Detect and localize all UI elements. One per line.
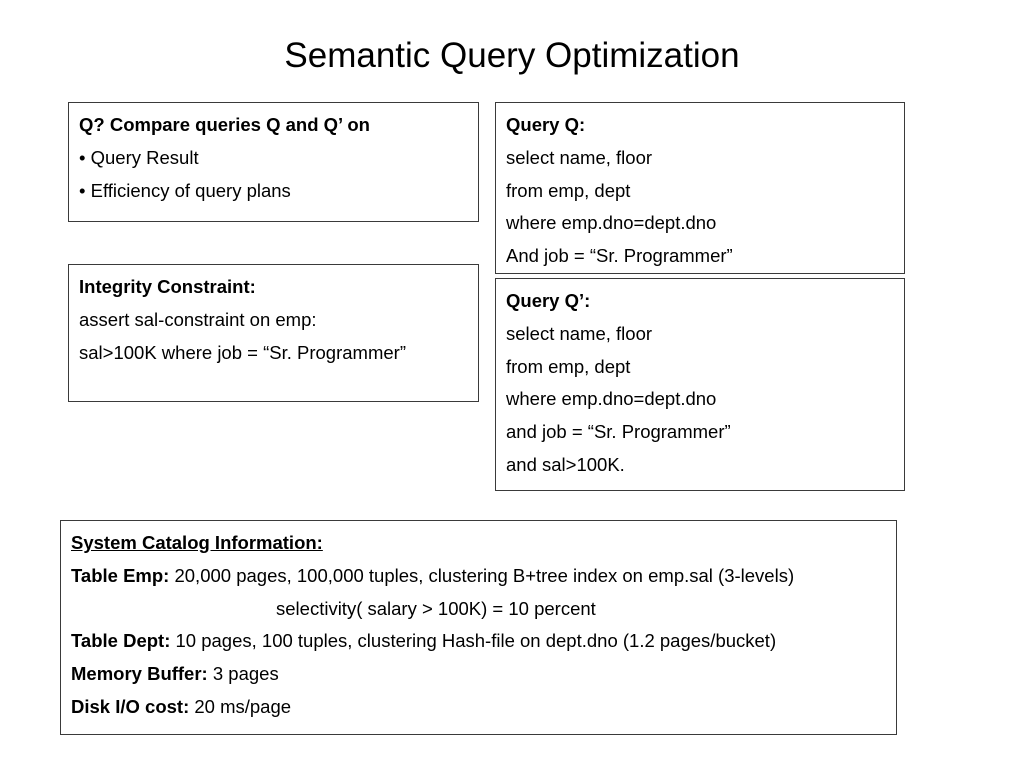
catalog-memory-text: 3 pages <box>212 663 279 685</box>
compare-box <box>68 102 479 222</box>
compare-bullet-text: Query Result <box>90 146 199 168</box>
query-q-line: from emp, dept <box>506 179 631 201</box>
bullet-icon: • <box>79 146 86 168</box>
query-q-prime-heading: Query Q’: <box>506 290 591 311</box>
catalog-emp-label: Table Emp: <box>71 564 170 586</box>
query-q-prime-line: and job = “Sr. Programmer” <box>506 421 731 443</box>
catalog-memory-label: Memory Buffer: <box>71 663 208 685</box>
query-q-heading: Query Q: <box>506 114 586 135</box>
slide-title: Semantic Query Optimization <box>284 36 740 75</box>
catalog-dept-label: Table Dept: <box>71 630 171 652</box>
compare-bullet-item <box>79 142 468 175</box>
catalog-heading: System Catalog Information: <box>71 532 323 553</box>
integrity-constraint-box <box>68 264 479 402</box>
integrity-line: assert sal-constraint on emp: <box>79 308 317 330</box>
compare-bullet-text: Efficiency of query plans <box>90 179 291 201</box>
query-q-prime-line: select name, floor <box>506 322 653 344</box>
integrity-heading: Integrity Constraint: <box>79 276 256 297</box>
catalog-emp-selectivity: selectivity( salary > 100K) = 10 percent <box>276 597 596 619</box>
catalog-dept-row <box>71 625 886 658</box>
query-q-prime-line: and sal>100K. <box>506 453 625 475</box>
query-q-line: where emp.dno=dept.dno <box>506 212 717 234</box>
bullet-icon: • <box>79 179 86 201</box>
query-q-prime-line: from emp, dept <box>506 355 631 377</box>
query-q-prime-line: where emp.dno=dept.dno <box>506 388 717 410</box>
query-q-line: And job = “Sr. Programmer” <box>506 245 733 267</box>
system-catalog-box <box>60 520 897 735</box>
catalog-memory-row <box>71 658 886 691</box>
catalog-disk-row <box>71 691 886 724</box>
query-q-box <box>495 102 905 274</box>
catalog-emp-row <box>71 560 886 593</box>
query-q-line: select name, floor <box>506 146 653 168</box>
catalog-dept-text: 10 pages, 100 tuples, clustering Hash-file on dept.dno (1.2 pages/bucket) <box>175 630 777 652</box>
integrity-line: sal>100K where job = “Sr. Programmer” <box>79 341 406 363</box>
catalog-disk-label: Disk I/O cost: <box>71 695 190 717</box>
query-q-prime-box <box>495 278 905 491</box>
compare-bullet-item <box>79 175 468 208</box>
catalog-disk-text: 20 ms/page <box>194 695 292 717</box>
catalog-emp-text: 20,000 pages, 100,000 tuples, clustering B+tree index on emp.sal (3-levels) <box>174 564 795 586</box>
compare-heading: Q? Compare queries Q and Q’ on <box>79 114 370 135</box>
